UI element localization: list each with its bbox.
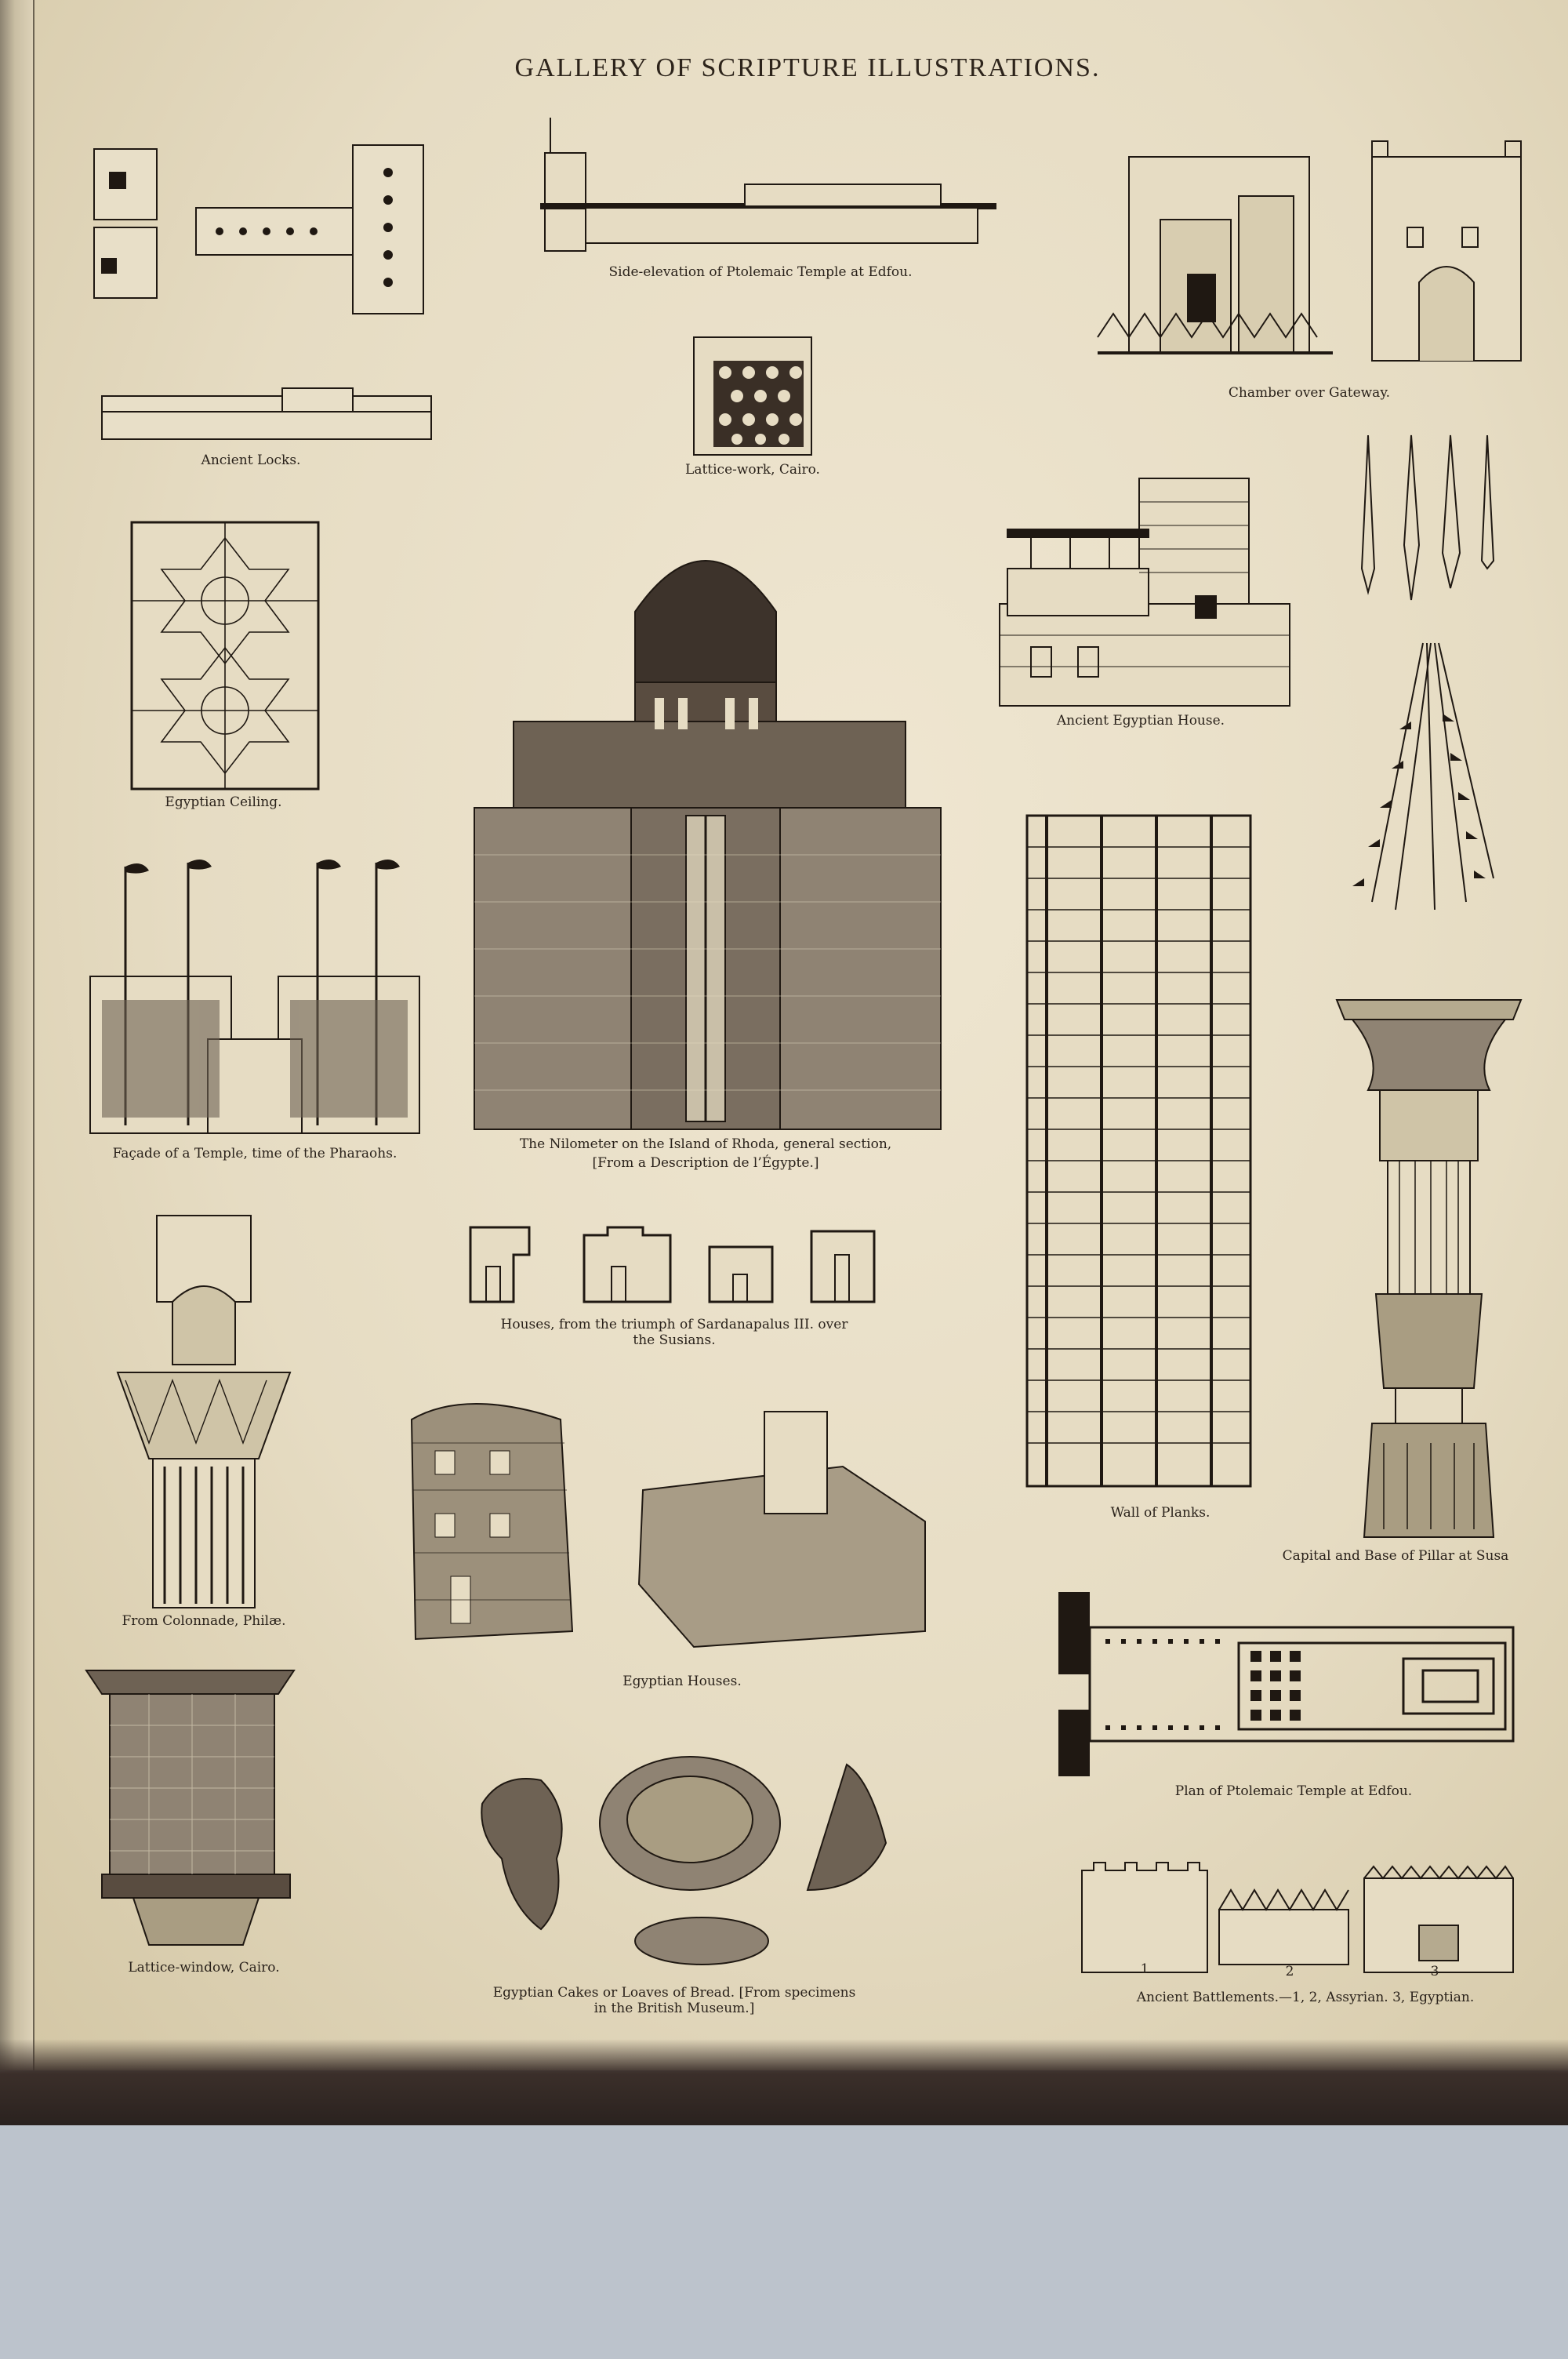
houses-triumph-caption-line2: the Susians. <box>633 1332 716 1348</box>
egyptian-ceiling-caption: Egyptian Ceiling. <box>165 794 282 810</box>
facade-temple-caption: Façade of a Temple, time of the Pharaohs. <box>112 1146 397 1161</box>
battlements-caption: Ancient Battlements.—1, 2, Assyrian. 3, Egyptian. <box>1136 1990 1475 2005</box>
egyptian-houses-illustration <box>404 1396 925 1663</box>
nilometer-caption-line1: The Nilometer on the Island of Rhoda, general section, <box>519 1136 892 1152</box>
egyptian-ceiling-illustration <box>132 522 318 789</box>
page-title: GALLERY OF SCRIPTURE ILLUSTRATIONS. <box>514 53 1101 82</box>
chamber-gateway-illustration <box>1098 125 1537 369</box>
battlement-number-3: 3 <box>1430 1964 1439 1979</box>
colonnade-caption: From Colonnade, Philæ. <box>122 1613 286 1629</box>
ancient-locks-caption: Ancient Locks. <box>201 453 301 468</box>
houses-triumph-illustration <box>466 1223 878 1310</box>
wall-planks-illustration <box>1027 816 1250 1486</box>
arrows-bundle-illustration <box>1348 643 1505 918</box>
capital-base-caption: Capital and Base of Pillar at Susa <box>1282 1548 1509 1564</box>
pillar-capital-base-illustration <box>1337 996 1521 1537</box>
nilometer-caption-line2: [From a Description de l’Égypte.] <box>592 1155 819 1171</box>
facade-temple-illustration <box>82 851 427 1137</box>
book-spine <box>0 0 34 2070</box>
wall-planks-caption: Wall of Planks. <box>1110 1505 1210 1521</box>
egyptian-cakes-illustration <box>478 1749 902 1984</box>
ancient-house-caption: Ancient Egyptian House. <box>1056 713 1225 729</box>
cakes-caption-line2: in the British Museum.] <box>593 2001 755 2016</box>
colonnade-column-illustration <box>118 1208 290 1608</box>
lattice-window-illustration <box>86 1663 321 1961</box>
lattice-work-illustration <box>694 337 811 455</box>
plan-temple-illustration <box>1058 1588 1517 1780</box>
battlement-number-2: 2 <box>1285 1964 1294 1979</box>
spear-heads-illustration <box>1352 435 1501 604</box>
lattice-window-caption: Lattice-window, Cairo. <box>128 1960 280 1976</box>
egyptian-houses-caption: Egyptian Houses. <box>622 1674 742 1689</box>
nilometer-illustration <box>474 525 941 1129</box>
book-lower-edge <box>0 2039 1568 2125</box>
cakes-caption-line1: Egyptian Cakes or Loaves of Bread. [From specimens <box>492 1985 856 2001</box>
battlements-illustration <box>1082 1863 1517 1976</box>
houses-triumph-caption-line1: Houses, from the triumph of Sardanapalus III. over <box>500 1317 848 1332</box>
ancient-locks-illustration <box>86 141 431 455</box>
chamber-gateway-caption: Chamber over Gateway. <box>1228 385 1391 401</box>
ancient-house-illustration <box>1000 478 1290 714</box>
side-elevation-caption: Side-elevation of Ptolemaic Temple at Edfou. <box>608 264 913 280</box>
side-elevation-illustration <box>541 110 996 255</box>
plan-temple-caption: Plan of Ptolemaic Temple at Edfou. <box>1174 1783 1413 1799</box>
lattice-work-caption: Lattice-work, Cairo. <box>685 462 820 478</box>
battlement-number-1: 1 <box>1140 1961 1149 1977</box>
